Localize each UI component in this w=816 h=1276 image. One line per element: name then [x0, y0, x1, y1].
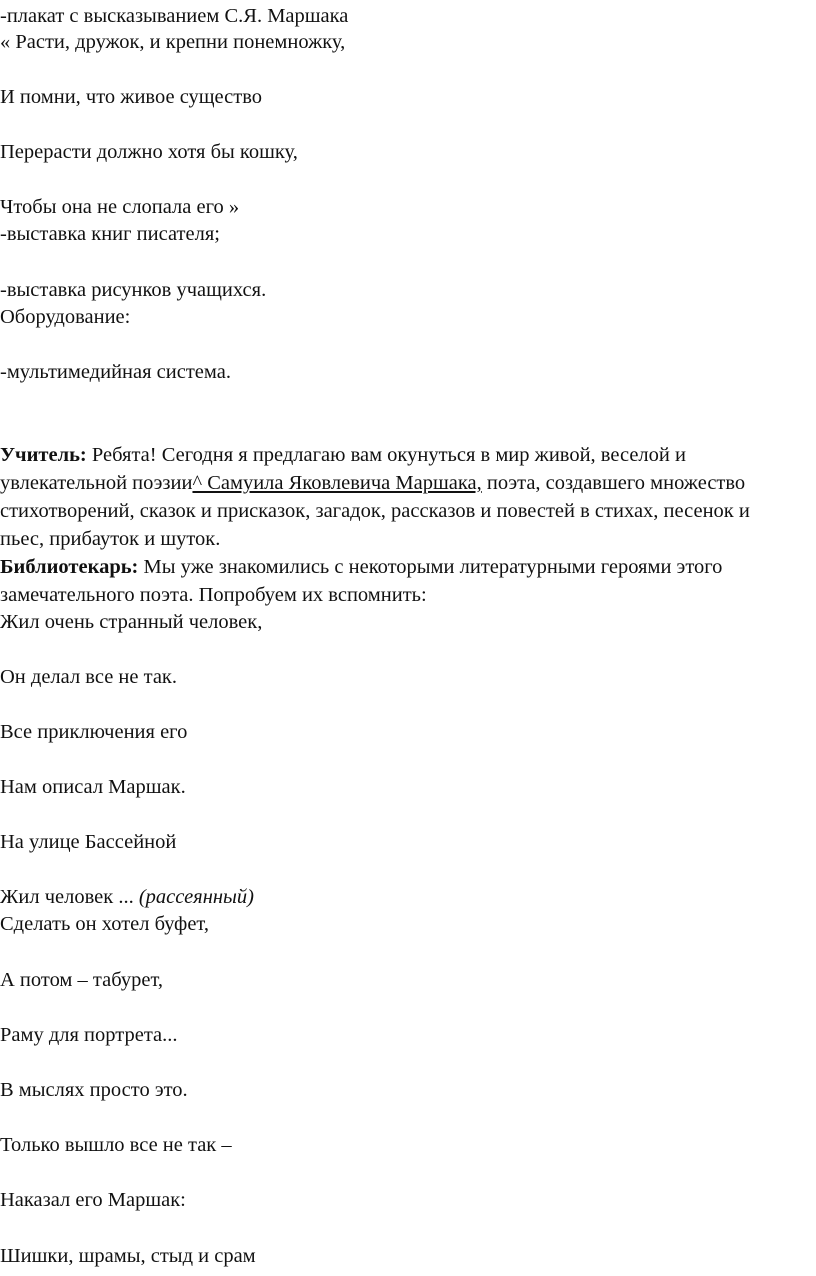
librarian-line-1: [0, 553, 722, 581]
text-line-drawings-exhibit: -выставка рисунков учащихся.: [0, 279, 267, 301]
poem-line: Наказал его Маршак:: [0, 1189, 186, 1211]
librarian-speaker-label: Библиотекарь:: [0, 556, 139, 578]
librarian-text-1: Мы уже знакомились с некоторыми литературными героями этого: [138, 556, 723, 578]
poem-line: Сделать он хотел буфет,: [0, 913, 209, 935]
text-line-quote-2: И помни, что живое существо: [0, 86, 263, 108]
poem-line: Жил очень странный человек,: [0, 611, 263, 633]
teacher-line-2: [0, 469, 745, 497]
teacher-speaker-label: Учитель:: [0, 444, 87, 466]
poem-line: Все приключения его: [0, 721, 188, 743]
poem-line: Нам описал Маршак.: [0, 776, 186, 798]
text-line-poster: -плакат с высказыванием С.Я. Маршака: [0, 5, 349, 27]
text-line-multimedia: -мультимедийная система.: [0, 361, 231, 383]
poem-line: Раму для портрета...: [0, 1024, 178, 1046]
teacher-text-2b: поэта, создавшего множество: [481, 472, 746, 494]
poem-line-riddle: [0, 883, 254, 911]
text-line-equipment: Оборудование:: [0, 306, 131, 328]
teacher-line-3: стихотворений, сказок и присказок, загадок, рассказов и повестей в стихах, песенок и: [0, 500, 750, 522]
poem-line: В мыслях просто это.: [0, 1079, 188, 1101]
marshak-link[interactable]: ^ Самуила Яковлевича Маршака,: [192, 472, 482, 494]
poem-line: А потом – табурет,: [0, 969, 163, 991]
librarian-line-2: замечательного поэта. Попробуем их вспомнить:: [0, 584, 427, 606]
poem-line: Он делал все не так.: [0, 666, 178, 688]
poem-line: Только вышло все не так –: [0, 1134, 232, 1156]
teacher-text-1: Ребята! Сегодня я предлагаю вам окунуться в мир живой, веселой и: [86, 444, 686, 466]
text-line-quote-4: Чтобы она не слопала его »: [0, 196, 240, 218]
riddle-answer: (рассеянный): [138, 886, 255, 908]
text-line-books-exhibit: -выставка книг писателя;: [0, 223, 220, 245]
text-line-quote-3: Перерасти должно хотя бы кошку,: [0, 141, 298, 163]
teacher-line-4: пьес, прибауток и шуток.: [0, 528, 221, 550]
riddle-text: Жил человек ...: [0, 886, 139, 908]
teacher-text-2a: увлекательной поэзии: [0, 472, 193, 494]
teacher-line-1: [0, 441, 686, 469]
poem-line: На улице Бассейной: [0, 831, 177, 853]
text-line-quote-1: « Расти, дружок, и крепни понемножку,: [0, 31, 346, 53]
poem-line: Шишки, шрамы, стыд и срам: [0, 1245, 256, 1267]
